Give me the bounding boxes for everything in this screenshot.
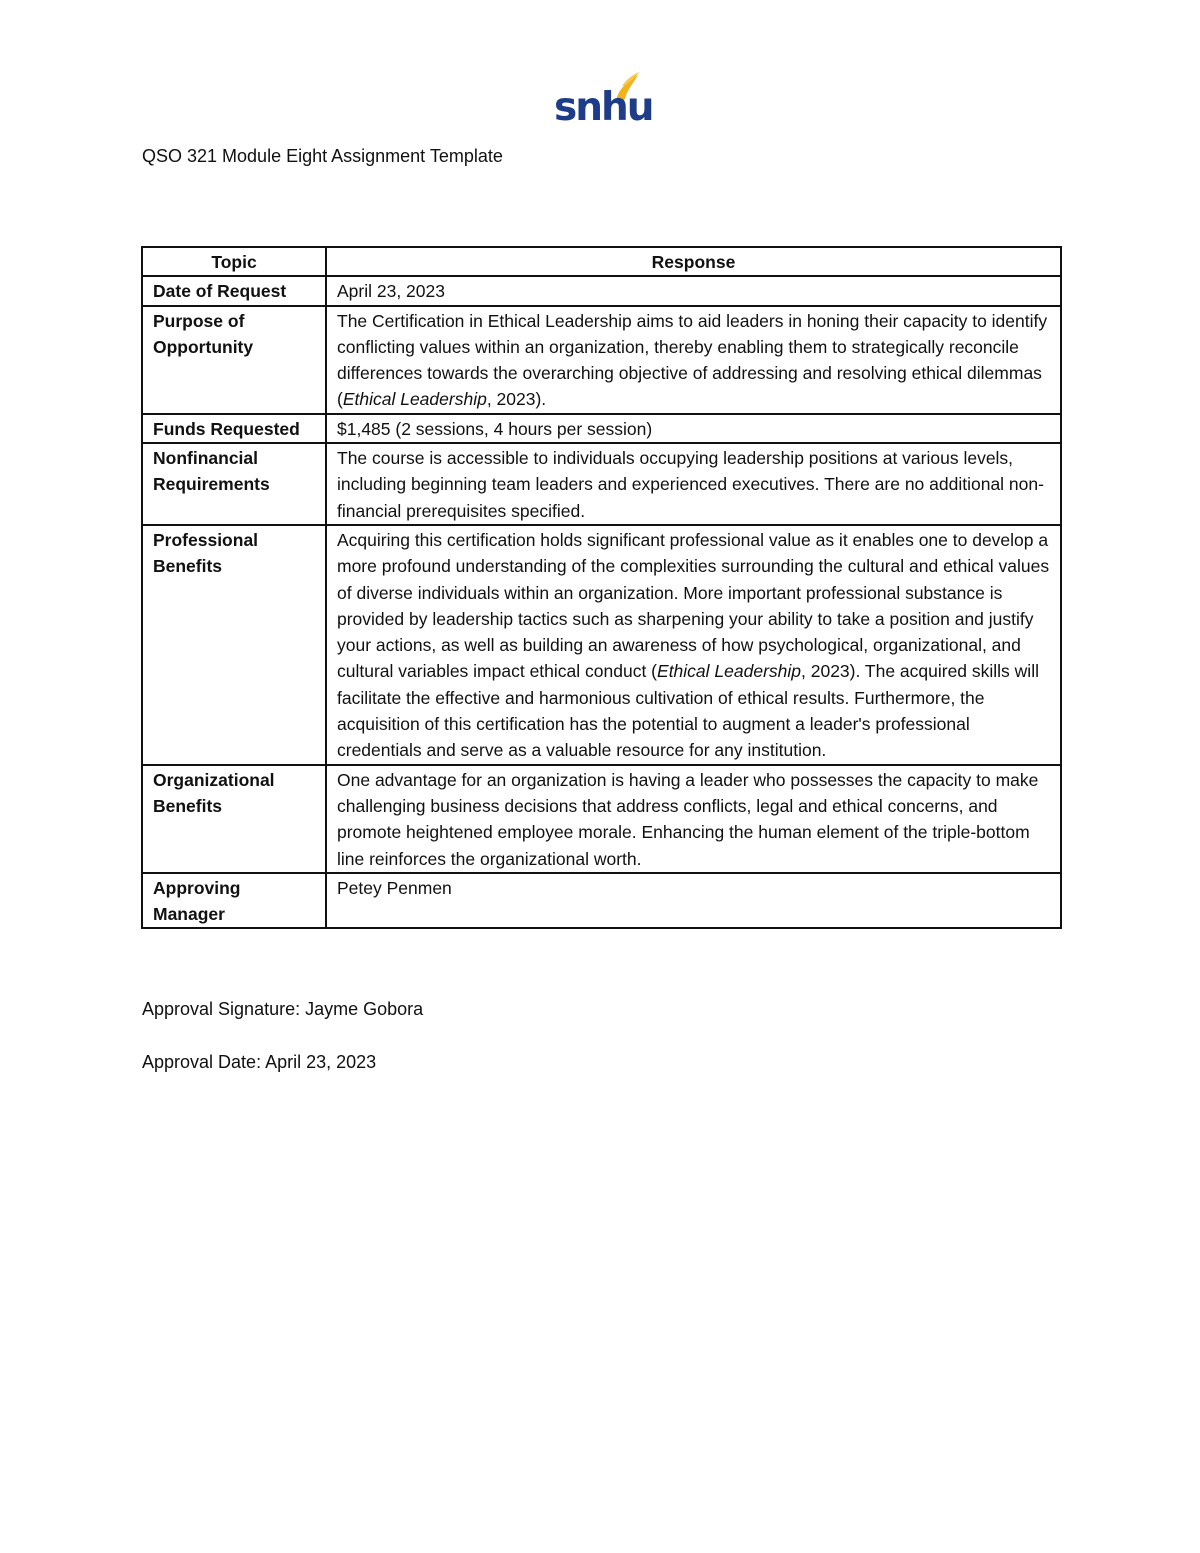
response-text: One advantage for an organization is having a leader who possesses the capacity to make challenging business decisions that address conflicts, legal and ethical concerns, and promote heightened employee morale. Enhancing the human element of the triple-bottom line reinforces the organizational worth. bbox=[337, 769, 1039, 869]
response-text: , 2023). bbox=[486, 389, 547, 410]
row-topic: Date of Request bbox=[142, 276, 326, 305]
approval-date: Approval Date: April 23, 2023 bbox=[142, 1052, 377, 1072]
row-response bbox=[326, 414, 1061, 443]
table-row bbox=[142, 443, 1061, 525]
snhu-logo bbox=[554, 72, 653, 134]
table-row bbox=[142, 414, 1061, 443]
citation-title: Ethical Leadership bbox=[657, 661, 801, 682]
row-topic: Professional Benefits bbox=[142, 525, 326, 765]
logo-wordmark: snhu bbox=[554, 85, 653, 130]
response-text: $1,485 (2 sessions, 4 hours per session) bbox=[337, 418, 653, 439]
table-row bbox=[142, 873, 1061, 929]
row-response bbox=[326, 765, 1061, 873]
row-response bbox=[326, 443, 1061, 525]
document-title: QSO 321 Module Eight Assignment Template bbox=[142, 146, 503, 166]
response-text: April 23, 2023 bbox=[337, 281, 445, 302]
row-response bbox=[326, 276, 1061, 305]
assignment-table bbox=[141, 246, 1062, 929]
row-topic: Approving Manager bbox=[142, 873, 326, 929]
row-topic: Purpose of Opportunity bbox=[142, 306, 326, 414]
table-row bbox=[142, 306, 1061, 414]
approval-signature: Approval Signature: Jayme Gobora bbox=[142, 999, 424, 1019]
row-response bbox=[326, 525, 1061, 765]
table-header-row bbox=[142, 247, 1061, 276]
response-text: Acquiring this certification holds significant professional value as it enables one to develop a more profound understanding of the complexities surrounding the cultural and ethical values of diverse individuals within an organization. More important professional substance is provided by leadership tactics such as sharpening your ability to take a position and justify your actions, as well as building an awareness of how psychological, organizational, and cultural variables impact ethical conduct ( bbox=[337, 529, 1050, 682]
table-row bbox=[142, 276, 1061, 305]
row-topic: Nonfinancial Requirements bbox=[142, 443, 326, 525]
row-response bbox=[326, 306, 1061, 414]
row-response bbox=[326, 873, 1061, 929]
response-text: The course is accessible to individuals occupying leadership positions at various levels, including beginning team leaders and experienced executives. There are no additional non-financial prerequisites specified. bbox=[337, 448, 1044, 521]
response-text: , 2023). The acquired skills will facilitate the effective and harmonious cultivation of ethical results. Furthermore, the acquisition of this certification has the potential to augment a leader's professional credentials and serve as a valuable resource for any institution. bbox=[337, 661, 1039, 761]
row-topic: Organizational Benefits bbox=[142, 765, 326, 873]
column-header-response: Response bbox=[326, 247, 1061, 276]
table-row bbox=[142, 765, 1061, 873]
table-row bbox=[142, 525, 1061, 765]
response-text: The Certification in Ethical Leadership aims to aid leaders in honing their capacity to identify conflicting values within an organization, thereby enabling them to strategically reconcile differences towards the overarching objective of addressing and resolving ethical dilemmas ( bbox=[337, 310, 1048, 410]
row-topic: Funds Requested bbox=[142, 414, 326, 443]
citation-title: Ethical Leadership bbox=[342, 389, 487, 410]
column-header-topic: Topic bbox=[142, 247, 326, 276]
response-text: Petey Penmen bbox=[337, 877, 452, 898]
